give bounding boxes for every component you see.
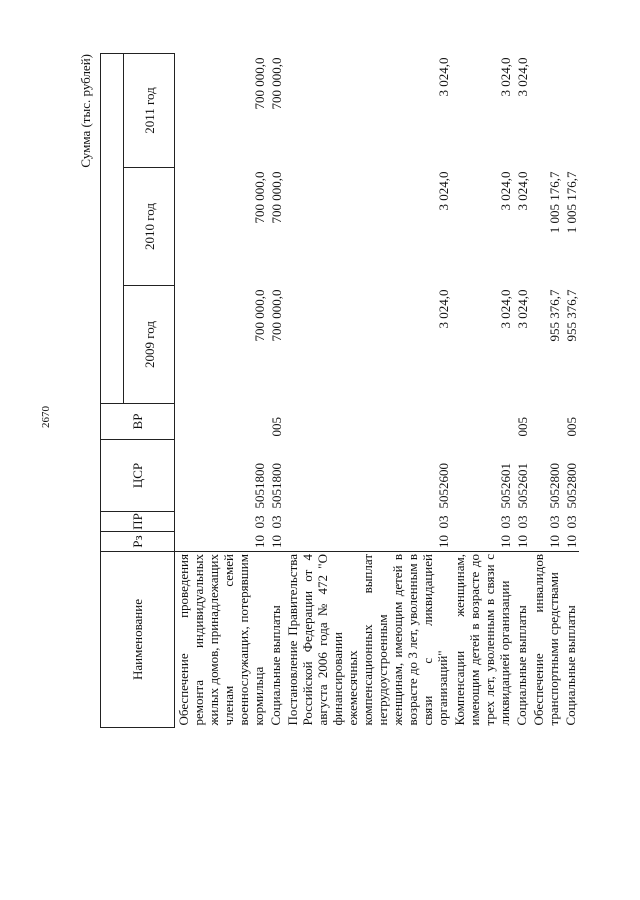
header-csr: ЦСР bbox=[101, 440, 175, 512]
row-2011 bbox=[530, 54, 562, 168]
row-csr: 5051800 bbox=[175, 440, 268, 512]
header-vr: ВР bbox=[101, 404, 175, 440]
header-sum-spacer bbox=[101, 168, 124, 286]
row-rz: 10 bbox=[547, 535, 562, 548]
row-name: Компенсации женщинам, имеющим детей в возрасте до трех лет, уволенным в связи с ликвидацией организации bbox=[451, 552, 513, 728]
row-rz: 10 bbox=[175, 532, 268, 552]
row-vr bbox=[451, 404, 513, 440]
row-vr bbox=[175, 404, 268, 440]
row-2009: 3 024,0 bbox=[498, 289, 513, 329]
table-row bbox=[267, 54, 284, 728]
table-row bbox=[562, 54, 579, 728]
row-pr: 03 bbox=[269, 515, 284, 529]
table-row bbox=[175, 54, 268, 728]
row-name: Социальные выплаты bbox=[267, 552, 284, 728]
row-csr: 5052800 bbox=[547, 463, 562, 509]
row-csr: 5052601 bbox=[498, 463, 513, 509]
row-pr: 03 bbox=[498, 515, 513, 529]
header-sum-spacer bbox=[101, 286, 124, 404]
row-rz: 10 bbox=[498, 535, 513, 548]
row-2010: 3 024,0 bbox=[436, 171, 451, 211]
row-2011: 3 024,0 bbox=[436, 57, 451, 97]
budget-table-page bbox=[78, 54, 579, 728]
header-2009: 2009 год bbox=[124, 286, 175, 404]
header-2010: 2010 год bbox=[124, 168, 175, 286]
header-pr: ПР bbox=[101, 512, 175, 532]
row-2010: 700 000,0 bbox=[269, 171, 284, 224]
row-name: Обеспечение проведения ремонта индивидуальных жилых домов, принадлежащих членам семей военнослужащих, потерявшим кормильца bbox=[175, 552, 268, 728]
row-2011: 700 000,0 bbox=[269, 57, 284, 110]
row-vr: 005 bbox=[515, 417, 530, 437]
table-row bbox=[513, 54, 530, 728]
row-name: Социальные выплаты bbox=[513, 552, 530, 728]
table-row bbox=[451, 54, 513, 728]
row-csr: 5052601 bbox=[515, 463, 530, 509]
row-2009: 955 376,7 bbox=[564, 289, 579, 342]
row-pr: 03 bbox=[515, 515, 530, 529]
row-csr: 5052800 bbox=[564, 463, 579, 509]
row-pr: 03 bbox=[564, 515, 579, 529]
row-rz: 10 bbox=[269, 535, 284, 548]
row-2011 bbox=[562, 54, 579, 168]
units-label: Сумма (тыс. рублей) bbox=[78, 54, 93, 168]
header-name: Наименование bbox=[101, 552, 175, 728]
header-sum-spacer bbox=[101, 54, 124, 168]
table-row bbox=[530, 54, 562, 728]
row-2009: 700 000,0 bbox=[269, 289, 284, 342]
row-2009: 3 024,0 bbox=[515, 289, 530, 329]
row-rz: 10 bbox=[436, 535, 451, 548]
row-name: Социальные выплаты bbox=[562, 552, 579, 728]
header-2011: 2011 год bbox=[124, 54, 175, 168]
row-2009: 3 024,0 bbox=[436, 289, 451, 329]
row-rz: 10 bbox=[564, 535, 579, 548]
row-pr: 03 bbox=[175, 512, 268, 532]
row-2010: 1 005 176,7 bbox=[564, 171, 579, 234]
row-2011: 700 000,0 bbox=[175, 54, 268, 168]
row-vr: 005 bbox=[269, 417, 284, 437]
header-rz: Рз bbox=[101, 532, 175, 552]
table-row bbox=[284, 54, 451, 728]
row-2010: 3 024,0 bbox=[498, 171, 513, 211]
row-2009: 700 000,0 bbox=[175, 286, 268, 404]
row-name: Обеспечение инвалидов транспортными средствами bbox=[530, 552, 562, 728]
row-csr: 5052600 bbox=[436, 463, 451, 509]
row-2010: 1 005 176,7 bbox=[547, 171, 562, 234]
page-number: 2670 bbox=[40, 406, 52, 428]
row-vr bbox=[530, 404, 562, 440]
row-vr: 005 bbox=[564, 417, 579, 437]
row-csr: 5051800 bbox=[269, 463, 284, 509]
row-vr bbox=[284, 404, 451, 440]
row-2009: 955 376,7 bbox=[547, 289, 562, 342]
row-pr: 03 bbox=[547, 515, 562, 529]
row-2010: 700 000,0 bbox=[175, 168, 268, 286]
row-name: Постановление Правительства Российской Федерации от 4 августа 2006 года № 472 "О финансировании ежемесячных компенсационных выплат нетрудоустроенным женщинам, имеющим детей в возрасте до 3 лет, уволенным в связи с ликвидацией организаций" bbox=[284, 552, 451, 728]
row-pr: 03 bbox=[436, 515, 451, 529]
row-2011: 3 024,0 bbox=[515, 57, 530, 97]
row-2011: 3 024,0 bbox=[498, 57, 513, 97]
budget-table bbox=[100, 53, 579, 728]
row-2010: 3 024,0 bbox=[515, 171, 530, 211]
row-rz: 10 bbox=[515, 535, 530, 548]
